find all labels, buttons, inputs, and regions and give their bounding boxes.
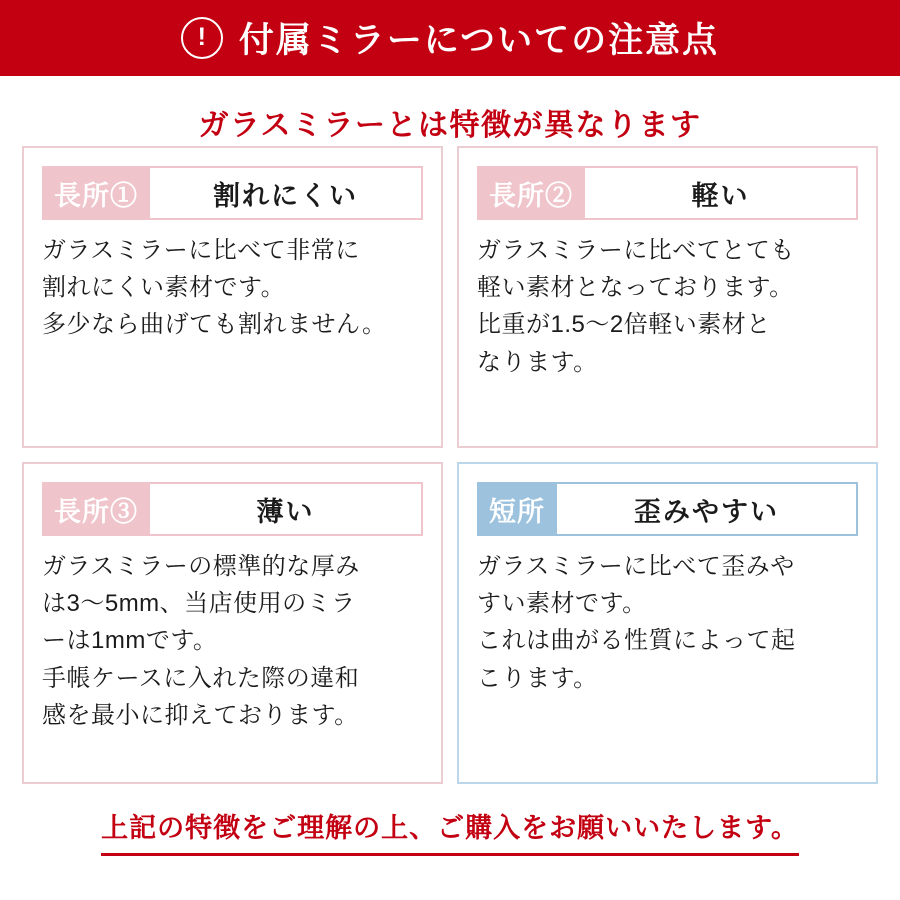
- card-line: ガラスミラーに比べて非常に: [42, 237, 360, 264]
- card-line: 比重が1.5〜2倍軽い素材と: [477, 311, 771, 339]
- page-title: 付属ミラーについての注意点: [238, 21, 720, 60]
- card-line: 感を最小に抑えております。: [42, 701, 359, 729]
- card-body: [477, 548, 858, 697]
- feature-card-con-1: [457, 462, 878, 784]
- header-banner: [0, 0, 900, 76]
- card-line: は3〜5mm、当店使用のミラ: [42, 590, 356, 618]
- card-line: 手帳ケースに入れた際の違和: [42, 664, 360, 692]
- card-tag: 長所②: [477, 166, 585, 220]
- card-value: 軽い: [585, 166, 858, 220]
- feature-card-pro-2: [457, 146, 878, 448]
- card-header: [42, 166, 423, 220]
- card-value: 割れにくい: [150, 166, 423, 220]
- card-header: [477, 166, 858, 220]
- card-line: ガラスミラーに比べて歪みや: [477, 553, 795, 580]
- card-line: なります。: [477, 348, 598, 376]
- card-line: こります。: [477, 664, 598, 692]
- card-body: [42, 548, 423, 734]
- card-line: すい素材です。: [477, 590, 647, 618]
- card-line: 多少なら曲げても割れません。: [42, 311, 387, 339]
- card-tag: 短所: [477, 482, 557, 536]
- card-line: ガラスミラーの標準的な厚み: [42, 553, 360, 580]
- page-subtitle: ガラスミラーとは特徴が異なります: [198, 109, 702, 142]
- card-body: [477, 232, 858, 381]
- feature-card-pro-1: [22, 146, 443, 448]
- card-header: [477, 482, 858, 536]
- card-line: 割れにくい素材です。: [42, 274, 286, 302]
- card-line: 軽い素材となっております。: [477, 274, 794, 302]
- card-tag: 長所③: [42, 482, 150, 536]
- card-line: ガラスミラーに比べてとても: [477, 237, 795, 264]
- card-body: [42, 232, 423, 344]
- card-value: 歪みやすい: [557, 482, 858, 536]
- card-header: [42, 482, 423, 536]
- card-tag: 長所①: [42, 166, 150, 220]
- card-value: 薄い: [150, 482, 423, 536]
- exclamation-mark: !: [197, 22, 206, 51]
- card-line: これは曲がる性質によって起: [477, 627, 796, 655]
- footer: [0, 806, 900, 856]
- card-line: ーは1mmです。: [42, 627, 218, 655]
- exclamation-circle-icon: [181, 17, 223, 59]
- footer-text: 上記の特徴をご理解の上、ご購入をお願いいたします。: [101, 806, 799, 856]
- feature-card-pro-3: [22, 462, 443, 784]
- feature-card-grid: [22, 146, 878, 784]
